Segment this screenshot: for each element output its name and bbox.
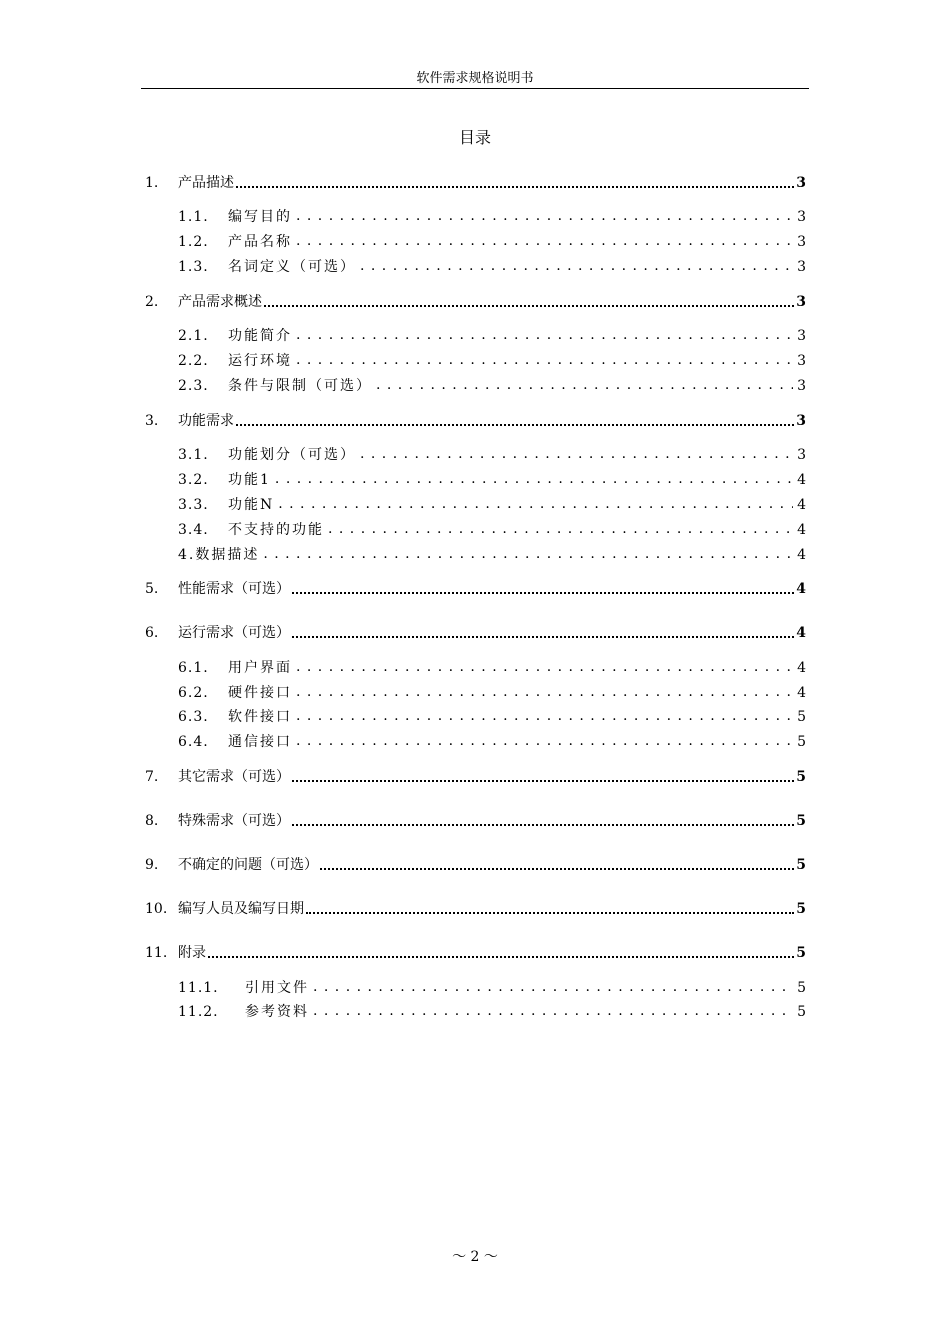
- toc-dot-leader: [328, 520, 793, 539]
- toc-entry[interactable]: [145, 622, 806, 642]
- toc-entry-page: 5: [796, 901, 806, 917]
- toc-dot-leader: [236, 424, 794, 426]
- toc-dot-leader: [264, 305, 794, 307]
- toc-entry-number: 1.3.: [178, 259, 209, 275]
- toc-entry-page: 3: [797, 447, 806, 463]
- toc-entry-label: 名词定义（可选）: [228, 259, 356, 275]
- toc-entry-label: 软件接口: [228, 709, 292, 725]
- toc-entry-page: 4: [797, 685, 806, 701]
- toc-entry-label: 用户界面: [228, 660, 292, 676]
- toc-dot-leader: [208, 956, 794, 958]
- toc-dot-leader: [275, 470, 793, 489]
- toc-entry-number: 3.2.: [178, 472, 209, 488]
- toc-entry[interactable]: [178, 231, 806, 251]
- toc-entry-number: 6.4.: [178, 734, 209, 750]
- toc-entry-label: 编写目的: [228, 209, 292, 225]
- toc-entry-page: 4: [796, 581, 806, 597]
- toc-entry[interactable]: [145, 410, 806, 430]
- toc-entry-page: 3: [797, 353, 806, 369]
- toc-entry-number: 1.1.: [178, 209, 209, 225]
- toc-entry-number: 6.2.: [178, 685, 209, 701]
- page-number: ～ 2 ～: [452, 1249, 498, 1265]
- toc-entry-number: 9.: [145, 857, 159, 873]
- toc-entry[interactable]: [178, 206, 806, 226]
- toc-entry-label: 运行环境: [228, 353, 292, 369]
- toc-entry-page: 3: [797, 259, 806, 275]
- toc-entry-label: 不支持的功能: [228, 522, 324, 538]
- toc-entry-page: 5: [796, 813, 806, 829]
- header-divider: [141, 88, 809, 89]
- toc-entry[interactable]: [178, 444, 806, 464]
- toc-entry-page: 5: [796, 945, 806, 961]
- toc-entry[interactable]: [178, 350, 806, 370]
- toc-dot-leader: [236, 186, 794, 188]
- toc-entry-number: 1.2.: [178, 234, 209, 250]
- toc-entry-label: 运行需求（可选）: [178, 625, 290, 641]
- toc-dot-leader: [292, 636, 794, 638]
- toc-entry-number: 6.: [145, 625, 159, 641]
- toc-entry[interactable]: [145, 172, 806, 192]
- toc-entry-label: 功能1: [228, 472, 271, 488]
- toc-entry-label: 不确定的问题（可选）: [178, 857, 318, 873]
- toc-entry[interactable]: [145, 810, 806, 830]
- toc-entry[interactable]: [178, 256, 806, 276]
- toc-entry-page: 3: [797, 234, 806, 250]
- toc-dot-leader: [313, 978, 793, 997]
- toc-entry-label: 编写人员及编写日期: [178, 901, 304, 917]
- toc-entry-label: 附录: [178, 945, 206, 961]
- toc-entry-page: 3: [796, 175, 806, 191]
- toc-entry-label: 硬件接口: [228, 685, 292, 701]
- toc-dot-leader: [296, 658, 793, 677]
- toc-entry[interactable]: [178, 375, 806, 395]
- toc-entry-number: 11.1.: [178, 980, 219, 996]
- toc-entry[interactable]: [178, 706, 806, 726]
- toc-entry-label: 产品需求概述: [178, 294, 262, 310]
- toc-dot-leader: [263, 545, 793, 564]
- toc-entry[interactable]: [178, 657, 806, 677]
- toc-dot-leader: [292, 824, 794, 826]
- toc-dot-leader: [296, 732, 793, 751]
- toc-entry-page: 4: [797, 547, 806, 563]
- toc-entry[interactable]: [145, 898, 806, 918]
- toc-entry[interactable]: [178, 325, 806, 345]
- toc-entry[interactable]: [145, 942, 806, 962]
- toc-entry-page: 3: [797, 328, 806, 344]
- toc-dot-leader: [360, 257, 793, 276]
- toc-dot-leader: [376, 376, 793, 395]
- toc-entry-label: 产品描述: [178, 175, 234, 191]
- toc-entry-page: 5: [797, 734, 806, 750]
- toc-entry-page: 4: [797, 497, 806, 513]
- toc-entry-page: 3: [796, 294, 806, 310]
- toc-entry-number: 11.: [145, 945, 168, 961]
- toc-entry-number: 3.3.: [178, 497, 209, 513]
- toc-entry-page: 5: [796, 857, 806, 873]
- toc-dot-leader: [320, 868, 794, 870]
- toc-entry-number: 11.2.: [178, 1004, 219, 1020]
- toc-entry[interactable]: [178, 544, 806, 564]
- toc-entry-number: 2.1.: [178, 328, 209, 344]
- toc-entry-page: 4: [797, 660, 806, 676]
- toc-entry-number: 5.: [145, 581, 159, 597]
- toc-entry[interactable]: [145, 854, 806, 874]
- toc-entry-number: 2.3.: [178, 378, 209, 394]
- toc-entry[interactable]: [178, 494, 806, 514]
- toc-entry-label: 功能划分（可选）: [228, 447, 356, 463]
- toc-entry-label: 性能需求（可选）: [178, 581, 290, 597]
- toc-entry-page: 5: [797, 1004, 806, 1020]
- toc-entry-label: 4.数据描述: [178, 547, 260, 563]
- toc-dot-leader: [296, 326, 793, 345]
- toc-entry-page: 4: [797, 522, 806, 538]
- toc-entry-page: 5: [797, 980, 806, 996]
- toc-entry[interactable]: [145, 766, 806, 786]
- toc-entry[interactable]: [145, 291, 806, 311]
- toc-entry-label: 功能简介: [228, 328, 292, 344]
- toc-entry-number: 2.2.: [178, 353, 209, 369]
- toc-entry[interactable]: [178, 519, 806, 539]
- toc-entry[interactable]: [178, 682, 806, 702]
- toc-dot-leader: [278, 495, 793, 514]
- toc-dot-leader: [292, 592, 794, 594]
- toc-entry-label: 参考资料: [245, 1004, 309, 1020]
- toc-dot-leader: [292, 780, 794, 782]
- toc-entry[interactable]: [178, 469, 806, 489]
- toc-entry-page: 3: [797, 209, 806, 225]
- toc-entry-label: 功能需求: [178, 413, 234, 429]
- toc-entry-label: 条件与限制（可选）: [228, 378, 372, 394]
- toc-entry-page: 3: [796, 413, 806, 429]
- toc-dot-leader: [296, 232, 793, 251]
- toc-dot-leader: [306, 912, 794, 914]
- toc-entry-number: 10.: [145, 901, 168, 917]
- toc-entry-page: 4: [796, 625, 806, 641]
- toc-entry-page: 5: [797, 709, 806, 725]
- toc-entry-number: 2.: [145, 294, 159, 310]
- toc-entry-page: 3: [797, 378, 806, 394]
- toc-entry-label: 产品名称: [228, 234, 292, 250]
- toc-entry-label: 引用文件: [245, 980, 309, 996]
- toc-entry-page: 5: [796, 769, 806, 785]
- toc-entry-number: 3.: [145, 413, 159, 429]
- toc-entry[interactable]: [145, 578, 806, 598]
- toc-dot-leader: [313, 1002, 793, 1021]
- toc-entry[interactable]: [178, 977, 806, 997]
- toc-entry-label: 其它需求（可选）: [178, 769, 290, 785]
- toc-entry[interactable]: [178, 731, 806, 751]
- toc-dot-leader: [360, 445, 793, 464]
- toc-dot-leader: [296, 707, 793, 726]
- toc-entry-number: 7.: [145, 769, 159, 785]
- toc-entry-page: 4: [797, 472, 806, 488]
- toc-entry-number: 6.3.: [178, 709, 209, 725]
- toc-dot-leader: [296, 207, 793, 226]
- toc-dot-leader: [296, 683, 793, 702]
- running-header-title: 软件需求规格说明书: [416, 71, 534, 86]
- toc-entry-number: 1.: [145, 175, 159, 191]
- toc-dot-leader: [296, 351, 793, 370]
- toc-title: 目录: [458, 128, 491, 147]
- toc-entry-number: 6.1.: [178, 660, 209, 676]
- toc-entry-number: 8.: [145, 813, 159, 829]
- toc-entry-label: 特殊需求（可选）: [178, 813, 290, 829]
- toc-entry-label: 功能N: [228, 497, 275, 513]
- toc-entry[interactable]: [178, 1001, 806, 1021]
- toc-entry-label: 通信接口: [228, 734, 292, 750]
- toc-entry-number: 3.1.: [178, 447, 209, 463]
- toc-entry-number: 3.4.: [178, 522, 209, 538]
